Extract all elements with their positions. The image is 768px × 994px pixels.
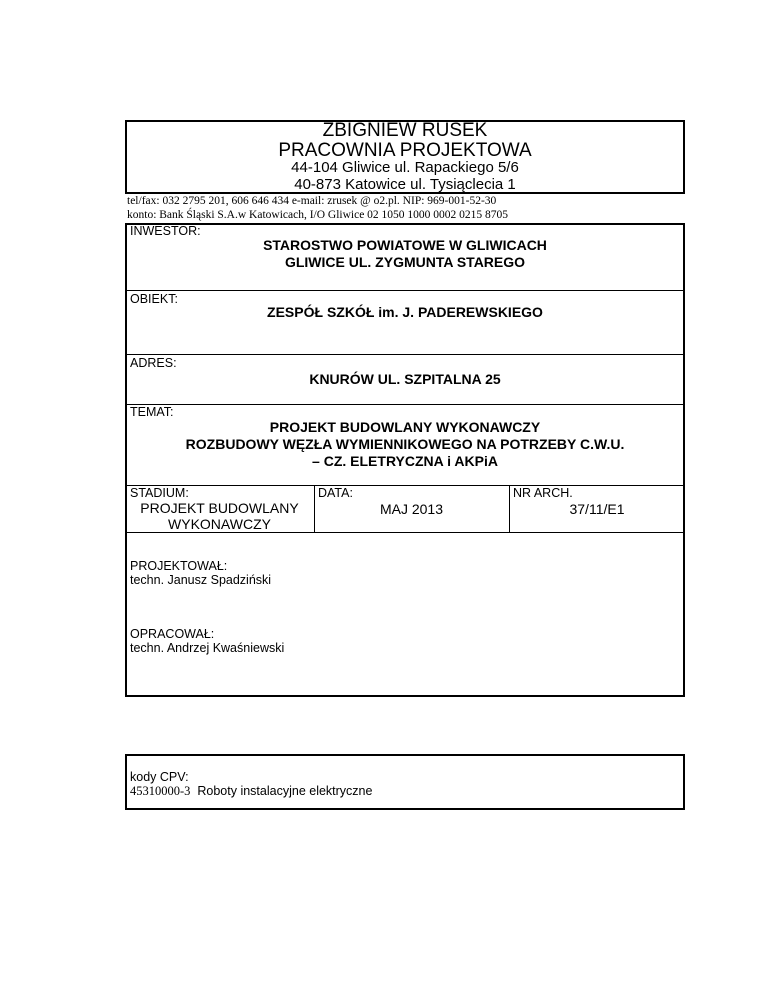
investor-name: STAROSTWO POWIATOWE W GLIWICACH xyxy=(263,237,547,253)
archive-label: NR ARCH. xyxy=(513,486,573,500)
stage-label: STADIUM: xyxy=(130,486,189,500)
prepared-name: techn. Andrzej Kwaśniewski xyxy=(130,641,285,655)
subject-line-2: ROZBUDOWY WĘZŁA WYMIENNIKOWEGO NA POTRZEBY C.W.U. xyxy=(185,436,625,452)
object-label: OBIEKT: xyxy=(130,292,178,306)
cpv-description: Roboty instalacyjne elektryczne xyxy=(197,784,373,798)
investor-address: GLIWICE UL. ZYGMUNTA STAREGO xyxy=(284,254,526,270)
archive-value: 37/11/E1 xyxy=(569,501,625,517)
prepared-label: OPRACOWAŁ: xyxy=(130,627,215,641)
studio-name: PRACOWNIA PROJEKTOWA xyxy=(278,140,532,161)
subject-label: TEMAT: xyxy=(130,405,174,419)
bank-line: konto: Bank Śląski S.A.w Katowicach, I/O Gliwice 02 1050 1000 0002 0215 8705 xyxy=(127,209,509,221)
cpv-label: kody CPV: xyxy=(130,770,189,784)
investor-label: INWESTOR: xyxy=(130,224,201,238)
designed-label: PROJEKTOWAŁ: xyxy=(130,559,228,573)
contact-line: tel/fax: 032 2795 201, 606 646 434 e-mail: zrusek @ o2.pl. NIP: 969-001-52-30 xyxy=(127,195,497,207)
divider xyxy=(125,532,685,533)
subject-line-3: – CZ. ELETRYCZNA i AKPiA xyxy=(312,453,498,469)
divider xyxy=(125,485,685,486)
address-line-1: 44-104 Gliwice ul. Rapackiego 5/6 xyxy=(291,159,519,176)
designer-name: ZBIGNIEW RUSEK xyxy=(322,120,488,141)
cpv-code: 45310000-3 xyxy=(130,784,191,798)
date-label: DATA: xyxy=(318,486,353,500)
stage-line-1: PROJEKT BUDOWLANY xyxy=(140,500,299,516)
divider xyxy=(125,290,685,291)
address-line-2: 40-873 Katowice ul. Tysiąclecia 1 xyxy=(294,176,516,193)
designed-name: techn. Janusz Spadziński xyxy=(130,573,272,587)
divider xyxy=(125,354,685,355)
address-value: KNURÓW UL. SZPITALNA 25 xyxy=(309,371,501,387)
subject-line-1: PROJEKT BUDOWLANY WYKONAWCZY xyxy=(269,419,541,435)
object-value: ZESPÓŁ SZKÓŁ im. J. PADEREWSKIEGO xyxy=(267,304,543,320)
cpv-row xyxy=(130,784,372,798)
cpv-box xyxy=(125,754,685,810)
divider xyxy=(125,404,685,405)
address-label: ADRES: xyxy=(130,356,177,370)
date-value: MAJ 2013 xyxy=(379,501,444,517)
stage-line-2: WYKONAWCZY xyxy=(168,516,271,532)
